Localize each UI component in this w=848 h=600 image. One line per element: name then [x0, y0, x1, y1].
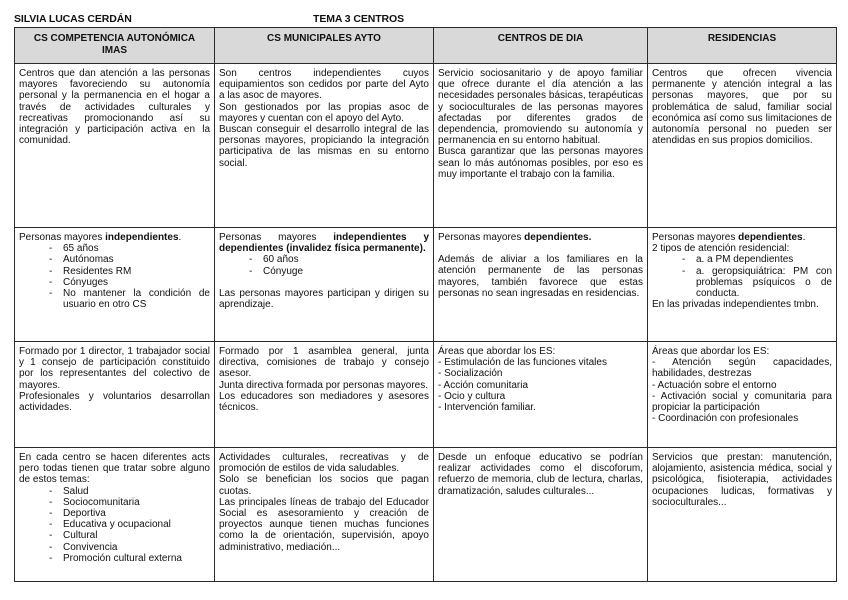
- cell-lead: [19, 232, 210, 243]
- list-item: - Deportiva: [49, 508, 210, 519]
- table-cell: [648, 64, 837, 228]
- table-row-structure: [15, 342, 837, 448]
- table-cell: [648, 448, 837, 582]
- cell-paragraph: Solo se benefician los socios que pagan cuotas.: [219, 474, 429, 497]
- table-row-users: [15, 228, 837, 342]
- cell-paragraph: Servicio sociosanitario y de apoyo familiar que ofrece durante el día atención a las necesidades personales básicas, terapéuticas y socioculturales de las personas mayores afectadas por diferentes grados de dependencia, promoviendo su autonomía y permanencia en su entorno habitual.: [438, 68, 643, 147]
- table-row-definition: [15, 64, 837, 228]
- cell-paragraph: Las principales líneas de trabajo del Educador Social es asesoramiento y creación de proyectos aunque tienen muchas funciones como la de orientación, supervisión, apoyo administrativo, mediación...: [219, 496, 429, 553]
- table-cell: [434, 228, 648, 342]
- document-author: SILVIA LUCAS CERDÁN: [14, 13, 132, 25]
- table-row-activities: [15, 448, 837, 582]
- cell-paragraph: - Intervención familiar.: [438, 402, 536, 414]
- lead-bold-text: independientes: [105, 232, 179, 243]
- column-header-residencias: RESIDENCIAS: [648, 28, 837, 64]
- document-topic-title: TEMA 3 CENTROS: [313, 13, 404, 25]
- cell-lead: [652, 232, 832, 243]
- list-item: - 60 años: [249, 254, 429, 265]
- cell-paragraph: Busca garantizar que las personas mayores sean lo más autónomas posibles, por eso es muy importante el trabajo con la familia.: [438, 146, 643, 180]
- cell-paragraph: - Atención según capacidades, habilidades, destrezas: [652, 357, 832, 380]
- cell-lead: [438, 232, 643, 243]
- cell-paragraph: Servicios que prestan: manutención, alojamiento, asistencia médica, social y psicológica, fisioterapia, actividades ocupaciones ludicas, formativas y socioculturales...: [652, 452, 832, 508]
- lead-suffix: .: [178, 232, 182, 243]
- cell-paragraph: Profesionales y voluntarios desarrollan actividades.: [19, 390, 210, 414]
- cell-paragraph: Formado por 1 asamblea general, junta directiva, comisiones de trabajo y consejo asesor.: [219, 346, 429, 380]
- lead-bold-text: dependientes.: [524, 232, 592, 243]
- column-header-cs-municipales: CS MUNICIPALES AYTO: [215, 28, 434, 64]
- lead-text: Personas mayores: [652, 232, 739, 243]
- table-cell: [15, 448, 215, 582]
- table-cell: [434, 64, 648, 228]
- cell-paragraph: Actividades culturales, recreativas y de promoción de estilos de vida saludables.: [219, 452, 429, 475]
- cell-paragraph: Centros que dan atención a las personas mayores favoreciendo su autonomía personal y la permanencia en el hogar a través de actividades culturales y recreativas promocionando así su integración y participación activa en la comunidad.: [19, 68, 210, 147]
- list-item: - Promoción cultural externa: [49, 553, 210, 564]
- table-cell: [648, 342, 837, 448]
- list-item: - Autónomas: [49, 254, 210, 265]
- cell-paragraph: Además de aliviar a los familiares en la atención permanente de las personas mayores, también favorece que estas personas no sean ingresadas en residencias.: [438, 254, 643, 299]
- cell-lead: En cada centro se hacen diferentes acts pero todas tienen que tratar sobre alguno de estos temas:: [19, 452, 210, 486]
- table-cell: [434, 448, 648, 582]
- list-item: - Educativa y ocupacional: [49, 519, 210, 530]
- table-cell: [215, 342, 434, 448]
- list-item: - Salud: [49, 486, 210, 497]
- cell-paragraph: Áreas que abordar los ES:: [652, 346, 770, 357]
- cell-paragraph: - Socialización: [438, 368, 503, 380]
- cell-paragraph: Buscan conseguir el desarrollo integral de las personas mayores, propiciando la integración participativa de las mismas en su entorno social.: [219, 124, 429, 169]
- cell-paragraph: Centros que ofrecen vivencia permanente y atención integral a las personas mayores, que por su problemática de salud, familiar social económica así como sus limitaciones de autonomía personal no pueden ser atendidas en sus propios domicilios.: [652, 68, 832, 147]
- lead-text: Personas mayores: [19, 232, 106, 243]
- table-cell: [434, 342, 648, 448]
- table-cell: [215, 448, 434, 582]
- lead-text: Personas mayores: [438, 232, 525, 243]
- cell-paragraph: - Estimulación de las funciones vitales: [438, 357, 607, 369]
- list-item: - Cónyuge: [249, 266, 429, 277]
- cell-paragraph: - Actuación sobre el entorno: [652, 379, 777, 391]
- list-item: - a. geropsiquiátrica: PM con problemas psíquicos o de conducta.: [682, 266, 832, 300]
- lead-text: Personas mayores: [219, 232, 334, 243]
- cell-paragraph: - Coordinación con profesionales: [652, 413, 799, 425]
- cell-paragraph: - Activación social y comunitaria para propiciar la participación: [652, 390, 832, 414]
- list-item: - Cultural: [49, 530, 210, 541]
- cell-paragraph: Son gestionados por las propias asoc de mayores y cuentan con el apoyo del Ayto.: [219, 101, 429, 124]
- table-cell: [15, 228, 215, 342]
- cell-paragraph: Las personas mayores participan y dirigen su aprendizaje.: [219, 287, 429, 311]
- cell-paragraph: Formado por 1 director, 1 trabajador social y 1 consejo de participación constituido por los representantes del colectivo de mayores.: [19, 346, 210, 391]
- cell-paragraph: Los educadores son mediadores y asesores técnicos.: [219, 390, 429, 414]
- cell-paragraph: - Acción comunitaria: [438, 379, 529, 391]
- list-item: - Sociocomunitaria: [49, 497, 210, 508]
- bullet-list: [19, 243, 210, 310]
- cell-paragraph: Áreas que abordar los ES:: [438, 346, 556, 357]
- column-header-cs-autonomica: CS COMPETENCIA AUTONÓMICA IMAS: [15, 28, 215, 64]
- table-cell: [215, 64, 434, 228]
- list-item: - 65 años: [49, 243, 210, 254]
- list-item: - Cónyuges: [49, 277, 210, 288]
- lead-suffix: .: [802, 232, 806, 243]
- list-item: - Convivencia: [49, 542, 210, 553]
- table-cell: [215, 228, 434, 342]
- cell-paragraph: Junta directiva formada por personas mayores.: [219, 379, 428, 391]
- list-item: - No mantener la condición de usuario en otro CS: [49, 288, 210, 310]
- cell-paragraph: 2 tipos de atención residencial:: [652, 243, 790, 255]
- lead-bold-text: dependientes: [738, 232, 803, 243]
- bullet-list: [219, 254, 429, 276]
- centers-comparison-table: [14, 27, 837, 582]
- list-item: - a. a PM dependientes: [682, 254, 832, 265]
- cell-paragraph: Desde un enfoque educativo se podrían realizar actividades como el discoforum, refuerzo de memoria, club de lectura, charlas, dramatización, saludes culturales...: [438, 452, 643, 497]
- cell-lead: [219, 232, 429, 254]
- bullet-list: [19, 486, 210, 564]
- bullet-list: [652, 254, 832, 299]
- table-cell: [15, 342, 215, 448]
- cell-paragraph: Son centros independientes cuyos equipamientos son cedidos por parte del Ayto a las asoc de mayores.: [219, 68, 429, 102]
- column-header-centros-de-dia: CENTROS DE DIA: [434, 28, 648, 64]
- table-header-row: [15, 28, 837, 64]
- lead-bold-text: independientes y dependientes (invalidez física permanente).: [219, 232, 430, 255]
- table-cell: [648, 228, 837, 342]
- list-item: - Residentes RM: [49, 266, 210, 277]
- cell-paragraph: En las privadas independientes tmbn.: [652, 299, 819, 311]
- cell-paragraph: - Ocio y cultura: [438, 390, 506, 402]
- table-cell: [15, 64, 215, 228]
